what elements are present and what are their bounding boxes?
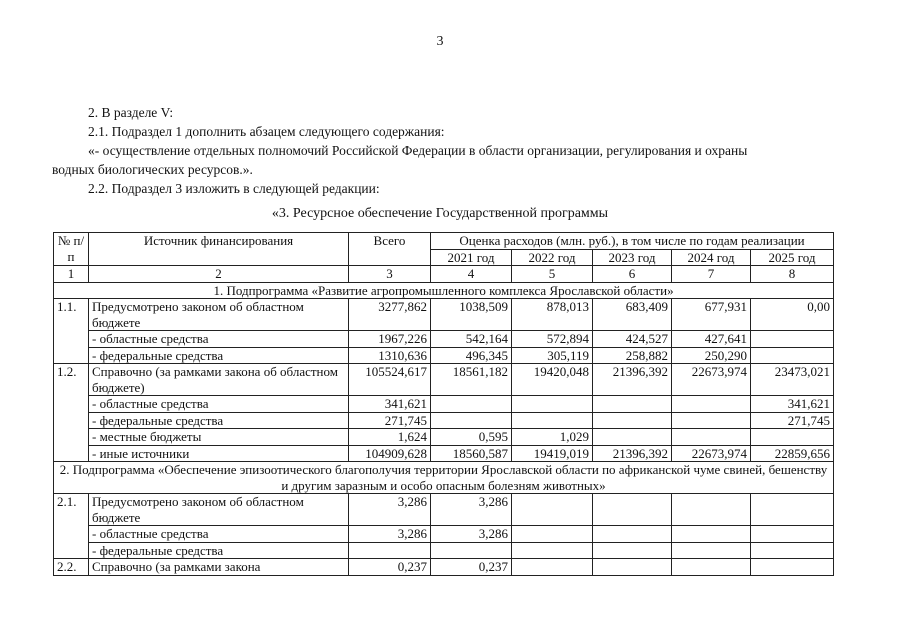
value-cell: 3,286 xyxy=(431,494,512,526)
value-cell: 424,527 xyxy=(593,331,672,348)
col-number: 8 xyxy=(751,266,834,283)
value-cell xyxy=(593,396,672,413)
value-cell: 572,894 xyxy=(512,331,593,348)
value-cell: 19420,048 xyxy=(512,364,593,396)
value-cell xyxy=(431,542,512,559)
header-year: 2024 год xyxy=(672,249,751,266)
section-2-title: 2. Подпрограмма «Обеспечение эпизоотического благополучия территории Ярославской области по африканской чуме свиней, бешенству и другим заразным и особо опасным болезням животных» xyxy=(54,462,834,494)
value-cell: 105524,617 xyxy=(349,364,431,396)
value-cell: 0,237 xyxy=(431,559,512,576)
value-cell: 21396,392 xyxy=(593,445,672,462)
value-cell xyxy=(593,526,672,543)
paragraph-3a: «- осуществление отдельных полномочий Российской Федерации в области организации, регулирования и охраны xyxy=(88,143,748,158)
col-number: 4 xyxy=(431,266,512,283)
value-cell xyxy=(593,559,672,576)
value-cell xyxy=(593,542,672,559)
section-1-title: 1. Подпрограмма «Развитие агропромышленного комплекса Ярославской области» xyxy=(54,282,834,299)
value-cell xyxy=(672,526,751,543)
source-cell: - федеральные средства xyxy=(89,542,349,559)
resource-table xyxy=(53,232,834,576)
value-cell: 19419,019 xyxy=(512,445,593,462)
paragraph-2: 2.1. Подраздел 1 дополнить абзацем следующего содержания: xyxy=(88,124,445,139)
source-cell: - местные бюджеты xyxy=(89,429,349,446)
table-row xyxy=(54,412,834,429)
value-cell xyxy=(349,542,431,559)
value-cell xyxy=(431,412,512,429)
value-cell: 250,290 xyxy=(672,347,751,364)
value-cell: 1967,226 xyxy=(349,331,431,348)
table-row xyxy=(54,364,834,396)
value-cell: 3,286 xyxy=(431,526,512,543)
value-cell: 341,621 xyxy=(349,396,431,413)
source-cell: - федеральные средства xyxy=(89,347,349,364)
value-cell: 271,745 xyxy=(751,412,834,429)
header-year: 2025 год xyxy=(751,249,834,266)
value-cell xyxy=(672,494,751,526)
value-cell: 23473,021 xyxy=(751,364,834,396)
value-cell: 104909,628 xyxy=(349,445,431,462)
value-cell xyxy=(672,396,751,413)
value-cell: 542,164 xyxy=(431,331,512,348)
value-cell: 18560,587 xyxy=(431,445,512,462)
value-cell: 1,029 xyxy=(512,429,593,446)
value-cell xyxy=(512,412,593,429)
col-number: 7 xyxy=(672,266,751,283)
header-estimate: Оценка расходов (млн. руб.), в том числе по годам реализации xyxy=(431,233,834,250)
table-title: «3. Ресурсное обеспечение Государственной программы xyxy=(271,206,609,221)
value-cell: 21396,392 xyxy=(593,364,672,396)
value-cell: 427,641 xyxy=(672,331,751,348)
value-cell xyxy=(593,412,672,429)
column-numbers-row xyxy=(54,266,834,283)
table-row xyxy=(54,396,834,413)
value-cell: 677,931 xyxy=(672,299,751,331)
value-cell xyxy=(751,429,834,446)
header-row xyxy=(54,233,834,250)
value-cell: 1,624 xyxy=(349,429,431,446)
value-cell: 878,013 xyxy=(512,299,593,331)
row-number: 2.1. xyxy=(54,494,89,559)
value-cell xyxy=(751,331,834,348)
value-cell: 258,882 xyxy=(593,347,672,364)
value-cell: 3,286 xyxy=(349,494,431,526)
value-cell xyxy=(431,396,512,413)
value-cell: 3,286 xyxy=(349,526,431,543)
source-cell: - областные средства xyxy=(89,526,349,543)
col-number: 1 xyxy=(54,266,89,283)
table-row xyxy=(54,542,834,559)
value-cell: 305,119 xyxy=(512,347,593,364)
table-row xyxy=(54,559,834,576)
value-cell xyxy=(512,542,593,559)
table-row xyxy=(54,299,834,331)
value-cell: 0,237 xyxy=(349,559,431,576)
source-cell: Предусмотрено законом об областном бюджете xyxy=(89,494,349,526)
value-cell xyxy=(512,526,593,543)
source-cell: - областные средства xyxy=(89,396,349,413)
value-cell xyxy=(593,494,672,526)
value-cell: 271,745 xyxy=(349,412,431,429)
table-row xyxy=(54,445,834,462)
value-cell xyxy=(672,559,751,576)
value-cell xyxy=(751,347,834,364)
value-cell xyxy=(593,429,672,446)
row-number: 1.1. xyxy=(54,299,89,364)
col-number: 2 xyxy=(89,266,349,283)
col-number: 5 xyxy=(512,266,593,283)
value-cell: 22859,656 xyxy=(751,445,834,462)
table-row xyxy=(54,331,834,348)
table-row xyxy=(54,429,834,446)
source-cell: - иные источники xyxy=(89,445,349,462)
row-number: 1.2. xyxy=(54,364,89,462)
table-row xyxy=(54,494,834,526)
table-row xyxy=(54,347,834,364)
value-cell xyxy=(751,559,834,576)
value-cell: 683,409 xyxy=(593,299,672,331)
value-cell: 22673,974 xyxy=(672,445,751,462)
source-cell: Справочно (за рамками закона об областном бюджете) xyxy=(89,364,349,396)
value-cell xyxy=(672,429,751,446)
value-cell: 3277,862 xyxy=(349,299,431,331)
source-cell: Предусмотрено законом об областном бюджете xyxy=(89,299,349,331)
value-cell: 22673,974 xyxy=(672,364,751,396)
section-row xyxy=(54,462,834,494)
header-year: 2022 год xyxy=(512,249,593,266)
header-num: № п/п xyxy=(54,233,89,266)
value-cell xyxy=(512,396,593,413)
source-cell: - областные средства xyxy=(89,331,349,348)
value-cell: 1310,636 xyxy=(349,347,431,364)
paragraph-1: 2. В разделе V: xyxy=(88,105,174,120)
table-row xyxy=(54,526,834,543)
header-year: 2023 год xyxy=(593,249,672,266)
value-cell: 18561,182 xyxy=(431,364,512,396)
col-number: 6 xyxy=(593,266,672,283)
value-cell: 1038,509 xyxy=(431,299,512,331)
value-cell xyxy=(751,526,834,543)
page-number: 3 xyxy=(436,34,444,49)
value-cell xyxy=(751,542,834,559)
value-cell xyxy=(512,494,593,526)
source-cell: Справочно (за рамками закона xyxy=(89,559,349,576)
text-body xyxy=(52,103,842,198)
value-cell xyxy=(512,559,593,576)
value-cell: 496,345 xyxy=(431,347,512,364)
header-total: Всего xyxy=(349,233,431,266)
header-year: 2021 год xyxy=(431,249,512,266)
col-number: 3 xyxy=(349,266,431,283)
value-cell: 0,00 xyxy=(751,299,834,331)
paragraph-4: 2.2. Подраздел 3 изложить в следующей редакции: xyxy=(88,181,380,196)
value-cell xyxy=(672,412,751,429)
section-row xyxy=(54,282,834,299)
header-source: Источник финансирования xyxy=(89,233,349,266)
paragraph-3b: водных биологических ресурсов.». xyxy=(52,162,253,177)
row-number: 2.2. xyxy=(54,559,89,576)
value-cell: 341,621 xyxy=(751,396,834,413)
value-cell: 0,595 xyxy=(431,429,512,446)
value-cell xyxy=(672,542,751,559)
value-cell xyxy=(751,494,834,526)
source-cell: - федеральные средства xyxy=(89,412,349,429)
